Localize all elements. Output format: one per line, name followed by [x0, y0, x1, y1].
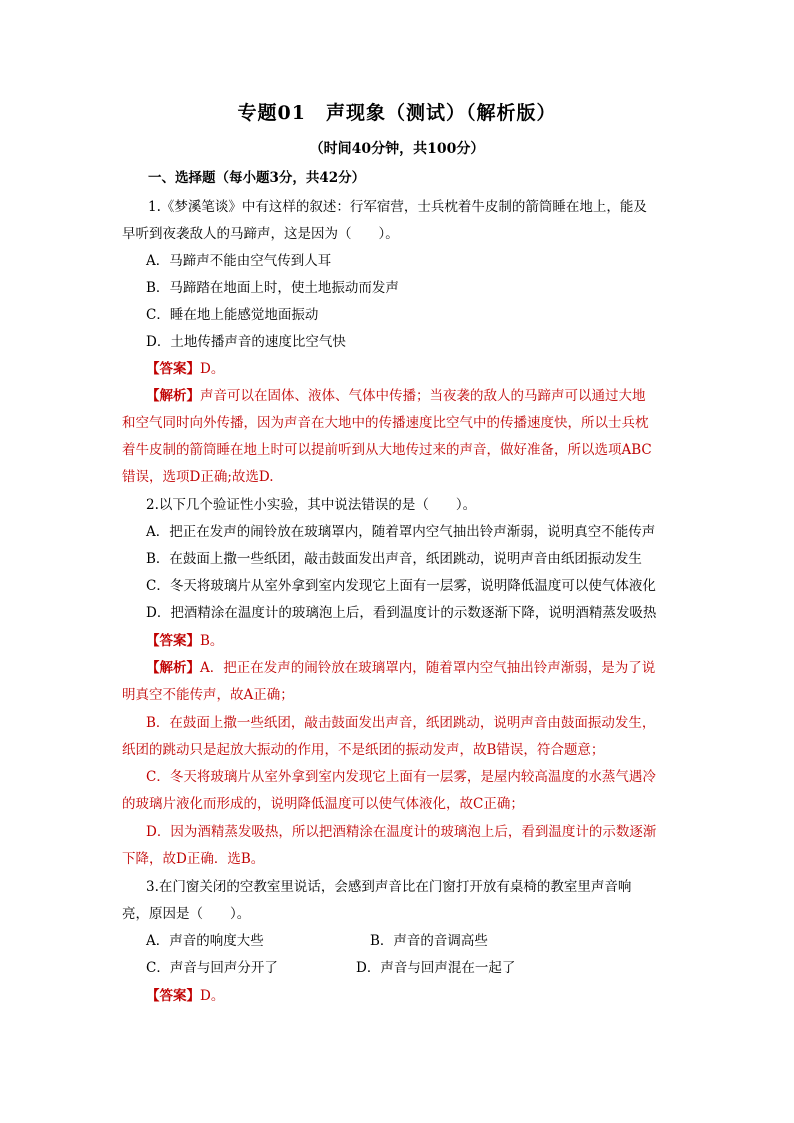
q1-option-a: A．马蹄声不能由空气传到人耳 [146, 253, 332, 269]
q1-option-d: D．土地传播声音的速度比空气快 [146, 334, 346, 350]
q2-analysis-d-line2: 下降，故D正确．选B。 [122, 851, 265, 867]
q3-option-d: D．声音与回声混在一起了 [356, 960, 516, 976]
page-title: 专题01 声现象（测试）（解析版） [237, 102, 557, 124]
q3-option-a: A．声音的响度大些 [146, 933, 264, 949]
q2-analysis-label: 【解析】 [146, 660, 200, 676]
section-heading: 一、选择题（每小题3分，共42分） [148, 170, 366, 186]
q1-answer-value: D。 [200, 361, 225, 377]
q2-option-c: C．冬天将玻璃片从室外拿到室内发现它上面有一层雾，说明降低温度可以使气体液化 [146, 578, 656, 594]
q1-answer [146, 360, 224, 378]
q1-analysis-label: 【解析】 [146, 388, 200, 404]
q3-stem-line1: 3.在门窗关闭的空教室里说话，会感到声音比在门窗打开放有桌椅的教室里声音响 [146, 879, 632, 895]
q1-option-b: B．马蹄踏在地面上时，使土地振动而发声 [146, 280, 399, 296]
q3-answer-label: 【答案】 [146, 988, 200, 1004]
q2-analysis-a-line1 [146, 659, 655, 677]
q1-option-c: C．睡在地上能感觉地面振动 [146, 307, 319, 323]
q2-analysis-a-line2: 明真空不能传声，故A正确； [122, 687, 294, 703]
q2-stem: 2.以下几个验证性小实验，其中说法错误的是（ ）。 [146, 497, 477, 513]
q2-analysis-c-line2: 的玻璃片液化而形成的，说明降低温度可以使气体液化，故C正确； [122, 796, 524, 812]
q2-option-d: D．把酒精涂在温度计的玻璃泡上后，看到温度计的示数逐渐下降，说明酒精蒸发吸热 [146, 605, 657, 621]
q2-analysis-b-line2: 纸团的跳动只是起放大振动的作用，不是纸团的振动发声，故B错误，符合题意； [122, 742, 605, 758]
q1-analysis-line3: 着牛皮制的箭筒睡在地上时可以提前听到从大地传过来的声音，做好准备，所以选项ABC [122, 442, 652, 458]
q2-analysis-d-line1: D．因为酒精蒸发吸热，所以把酒精涂在温度计的玻璃泡上后，看到温度计的示数逐渐 [146, 824, 657, 840]
q2-analysis-a-text1: A．把正在发声的闹铃放在玻璃罩内，随着罩内空气抽出铃声渐弱，是为了说 [200, 660, 656, 676]
q2-analysis-c-line1: C．冬天将玻璃片从室外拿到室内发现它上面有一层雾，是屋内较高温度的水蒸气遇冷 [146, 769, 656, 785]
q3-answer [146, 987, 224, 1005]
q1-answer-label: 【答案】 [146, 361, 200, 377]
q1-analysis-line2: 和空气同时向外传播，因为声音在大地中的传播速度比空气中的传播速度快，所以士兵枕 [122, 415, 649, 431]
q2-answer [146, 632, 223, 650]
q1-stem-line1: 1.《梦溪笔谈》中有这样的叙述：行军宿营，士兵枕着牛皮制的箭筒睡在地上，能及 [148, 199, 647, 215]
q1-stem-line2: 早听到夜袭敌人的马蹄声，这是因为（ ）。 [122, 226, 399, 242]
q3-stem-line2: 亮，原因是（ ）。 [122, 906, 251, 922]
q1-analysis-text1: 声音可以在固体、液体、气体中传播；当夜袭的敌人的马蹄声可以通过大地 [200, 388, 646, 404]
q3-option-b: B．声音的音调高些 [370, 933, 488, 949]
q3-answer-value: D。 [200, 988, 225, 1004]
q1-analysis-line1 [146, 387, 646, 405]
q2-option-b: B．在鼓面上撒一些纸团，敲击鼓面发出声音，纸团跳动，说明声音由纸团振动发生 [146, 551, 642, 567]
q2-option-a: A．把正在发声的闹铃放在玻璃罩内，随着罩内空气抽出铃声渐弱，说明真空不能传声 [146, 524, 656, 540]
q2-answer-value: B。 [200, 633, 224, 649]
q3-option-c: C．声音与回声分开了 [146, 960, 278, 976]
q2-analysis-b-line1: B．在鼓面上撒一些纸团，敲击鼓面发出声音，纸团跳动，说明声音由鼓面振动发生， [146, 715, 656, 731]
page-subtitle: （时间40分钟，共100分） [309, 141, 485, 157]
q2-answer-label: 【答案】 [146, 633, 200, 649]
q1-analysis-line4: 错误，选项D正确;故选D. [122, 469, 274, 485]
